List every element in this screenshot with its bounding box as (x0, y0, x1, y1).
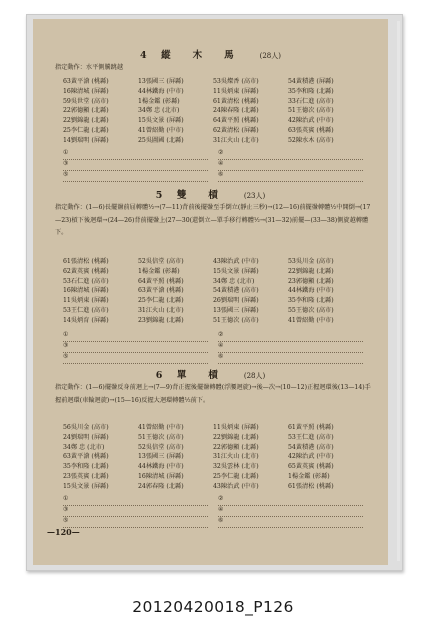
roster-entry: 15吳文景 (屏縣) (213, 267, 259, 275)
score-lines (63, 331, 363, 364)
score-line (63, 149, 363, 160)
roster-entry: 42陳治武 (中市) (288, 117, 334, 125)
roster-entry: 59吳世堂 (高市) (63, 97, 109, 105)
roster-grid (63, 257, 363, 326)
roster-entry: 41曾紹勤 (中市) (288, 316, 334, 324)
roster-entry: 63黃平滄 (桃縣) (138, 287, 184, 295)
score-blank: ① (63, 149, 208, 160)
roster-entry: 31江火山 (北市) (213, 136, 259, 144)
roster-entry: 22郭德顯 (北縣) (213, 443, 259, 451)
score-line (63, 331, 363, 342)
section-title (33, 47, 388, 61)
score-blank: ⑥ (218, 517, 363, 528)
roster-entry: 44林鐵海 (中市) (288, 287, 334, 295)
roster-entry: 51王德次 (高市) (213, 316, 259, 324)
roster-entry: 11吳炳東 (屏縣) (63, 297, 109, 305)
roster-entry: 34鄭 忠 (北市) (138, 107, 180, 115)
score-line (63, 171, 363, 182)
roster-entry: 15吳文景 (屏縣) (138, 117, 184, 125)
roster-entry: 34鄭 忠 (北市) (213, 277, 255, 285)
score-blank: ③ (63, 506, 208, 517)
score-lines (63, 149, 363, 182)
section-number: 4 (139, 50, 148, 61)
roster-entry: 54黃積港 (高市) (288, 443, 334, 451)
roster-entry: 24陳春隆 (北縣) (213, 107, 259, 115)
score-blank: ② (218, 495, 363, 506)
document-page (33, 19, 388, 565)
roster-entry: 65黃英賓 (桃縣) (288, 463, 334, 471)
score-line (63, 353, 363, 364)
participant-count: (28人) (243, 372, 266, 380)
roster-entry: 24劉瑞明 (屏縣) (63, 433, 109, 441)
roster-entry: 55王德次 (高市) (288, 306, 334, 314)
roster-entry: 42陳治武 (中市) (288, 453, 334, 461)
section-name: 單槓 (176, 370, 240, 381)
roster-entry: 62黃英賓 (桃縣) (63, 267, 109, 275)
score-blank: ① (63, 495, 208, 506)
score-blank: ⑤ (63, 353, 208, 364)
roster-entry: 63黃平滄 (桃縣) (63, 453, 109, 461)
roster-entry: 22劉錦龍 (北縣) (288, 267, 334, 275)
roster-entry: 41曾紹勤 (中市) (138, 424, 184, 431)
roster-entry: 35李和隆 (北縣) (63, 463, 109, 471)
score-blank: ③ (63, 160, 208, 171)
roster-entry: 64黃平照 (桃縣) (138, 277, 184, 285)
roster-entry: 54黃積港 (屏縣) (288, 78, 334, 85)
roster-entry: 53王仁進 (高市) (288, 433, 334, 441)
roster-entry: 22郭德顯 (北縣) (63, 107, 109, 115)
participant-count: (28人) (259, 52, 281, 60)
score-blank: ② (218, 149, 363, 160)
score-blank: ⑤ (63, 517, 208, 528)
roster-entry: 14吳炳育 (屏縣) (63, 316, 109, 324)
roster-entry: 1楊金鑑 (彰縣) (288, 472, 330, 480)
roster-entry: 44林鐵海 (中市) (138, 87, 184, 95)
roster-entry: 22劉錦龍 (北縣) (63, 117, 109, 125)
score-blank: ① (63, 331, 208, 342)
section-name: 縱木馬 (161, 50, 256, 61)
roster-entry: 53王仁進 (高市) (63, 306, 109, 314)
roster-entry: 61黃清松 (桃縣) (213, 97, 259, 105)
score-line (63, 342, 363, 353)
roster-entry: 34鄭 忠 (北市) (63, 443, 105, 451)
roster-entry: 23郭德顯 (北縣) (288, 277, 334, 285)
score-blank: ⑥ (218, 353, 363, 364)
roster-entry: 35李和隆 (北縣) (288, 87, 334, 95)
roster-entry: 64黃平照 (桃縣) (213, 117, 259, 125)
score-blank: ④ (218, 160, 363, 171)
roster-entry: 35李和隆 (北縣) (288, 297, 334, 305)
score-line (63, 506, 363, 517)
page-number: —120— (47, 527, 80, 537)
roster-entry: 61張清松 (桃縣) (63, 258, 109, 265)
roster-entry: 13張國三 (屏縣) (138, 78, 184, 85)
roster-entry: 53吳川金 (高市) (288, 258, 334, 265)
score-blank: ② (218, 331, 363, 342)
roster-entry: 1楊金鑑 (彰縣) (138, 267, 180, 275)
image-caption: 20120420018_P126 (132, 598, 294, 616)
roster-entry: 25李仁龍 (北縣) (63, 126, 109, 134)
event-rule: 指定動作：(1—6)擺盪反身前迴上→(7—9)背正握後擺盪轉體(浮腰迴旋)→後—次→(10—12)正握迴環後(13—14)手握前迴環(車輪迴旋)→(15—16)反握大迴環轉體½前下。 (55, 384, 371, 404)
section-number: 5 (155, 190, 163, 201)
score-blank: ⑥ (218, 171, 363, 182)
roster-entry: 26劉瑞明 (屏縣) (213, 297, 259, 305)
roster-entry: 11吳炳東 (屏縣) (213, 424, 259, 431)
roster-entry: 53石仁進 (高市) (63, 277, 109, 285)
roster-entry: 24郭春隆 (北縣) (138, 482, 184, 490)
roster-entry: 32吳雲林 (北市) (213, 463, 259, 471)
roster-entry: 52吳信堂 (高市) (138, 443, 184, 451)
score-blank: ⑤ (63, 171, 208, 182)
participant-count: (23人) (243, 192, 266, 200)
booklet-scan (26, 14, 403, 571)
roster-entry: 63張英賓 (桃縣) (288, 126, 334, 134)
section-name: 雙槓 (176, 190, 240, 201)
roster-entry: 23張英賓 (北縣) (63, 472, 109, 480)
roster-entry: 52陳水木 (高市) (288, 136, 334, 144)
score-blank: ④ (218, 342, 363, 353)
score-blank: ④ (218, 506, 363, 517)
score-line (63, 495, 363, 506)
section-title (33, 187, 388, 201)
roster-entry: 44林鐵海 (中市) (138, 463, 184, 471)
score-line (63, 517, 363, 528)
roster-entry: 52吳信堂 (高市) (138, 258, 184, 265)
roster-entry: 61黃平照 (桃縣) (288, 424, 334, 431)
roster-entry: 43陳治武 (中市) (213, 258, 259, 265)
roster-grid (63, 77, 363, 146)
roster-entry: 13張國三 (屏縣) (213, 306, 259, 314)
section-number: 6 (155, 370, 163, 381)
event-rule: 指定動作：(1—6)長擺盪前屈轉體½→(7—11)背前後擺盪至手倒立(靜止三秒)→(12—16)前擺盪轉體½中開倒→(17—23)槓下後迴環→(24—26)背前擺盪上(27—30(還倒立—單手移行轉體½→(31—32)前擺—(33—38)側旋越轉體下。 (55, 204, 371, 236)
roster-entry: 16陳清城 (屏縣) (63, 287, 109, 295)
roster-entry: 56吳川金 (高市) (63, 424, 109, 431)
roster-entry: 53吳燦香 (高市) (213, 78, 259, 85)
roster-entry: 22劉錦龍 (北縣) (213, 433, 259, 441)
roster-entry: 41曾紹勤 (中市) (138, 126, 184, 134)
roster-entry: 16陳清城 (屏縣) (138, 472, 184, 480)
roster-entry: 14劉瑞明 (屏縣) (63, 136, 109, 144)
score-blank: ③ (63, 342, 208, 353)
roster-entry: 62黃清松 (屏縣) (213, 126, 259, 134)
event-rule: 指定動作：水平側騰跳越 (55, 64, 124, 71)
roster-entry: 23劉錦龍 (北縣) (138, 316, 184, 324)
roster-grid (63, 423, 363, 492)
roster-entry: 15吳文景 (屏縣) (63, 482, 109, 490)
roster-entry: 43陳治武 (中市) (213, 482, 259, 490)
roster-entry: 31江火山 (北市) (138, 306, 184, 314)
roster-entry: 11吳炳東 (屏縣) (213, 87, 259, 95)
roster-entry: 25李仁龍 (北縣) (213, 472, 259, 480)
roster-entry: 16陳清城 (屏縣) (63, 87, 109, 95)
roster-entry: 61張清松 (桃縣) (288, 482, 334, 490)
roster-entry: 33石仁進 (高市) (288, 97, 334, 105)
roster-entry: 25吳圖國 (北縣) (138, 136, 184, 144)
roster-entry: 63黃平滄 (桃縣) (63, 78, 109, 85)
roster-entry: 54黃積港 (高市) (213, 287, 259, 295)
score-lines (63, 495, 363, 528)
score-line (63, 160, 363, 171)
roster-entry: 13張國三 (屏縣) (138, 453, 184, 461)
roster-entry: 51王德次 (高市) (288, 107, 334, 115)
roster-entry: 1楊金鑑 (彰縣) (138, 97, 180, 105)
page-edge (397, 21, 400, 561)
section-title (33, 367, 388, 381)
roster-entry: 31江火山 (北市) (213, 453, 259, 461)
roster-entry: 25李仁龍 (北縣) (138, 297, 184, 305)
roster-entry: 51王德次 (高市) (138, 433, 184, 441)
